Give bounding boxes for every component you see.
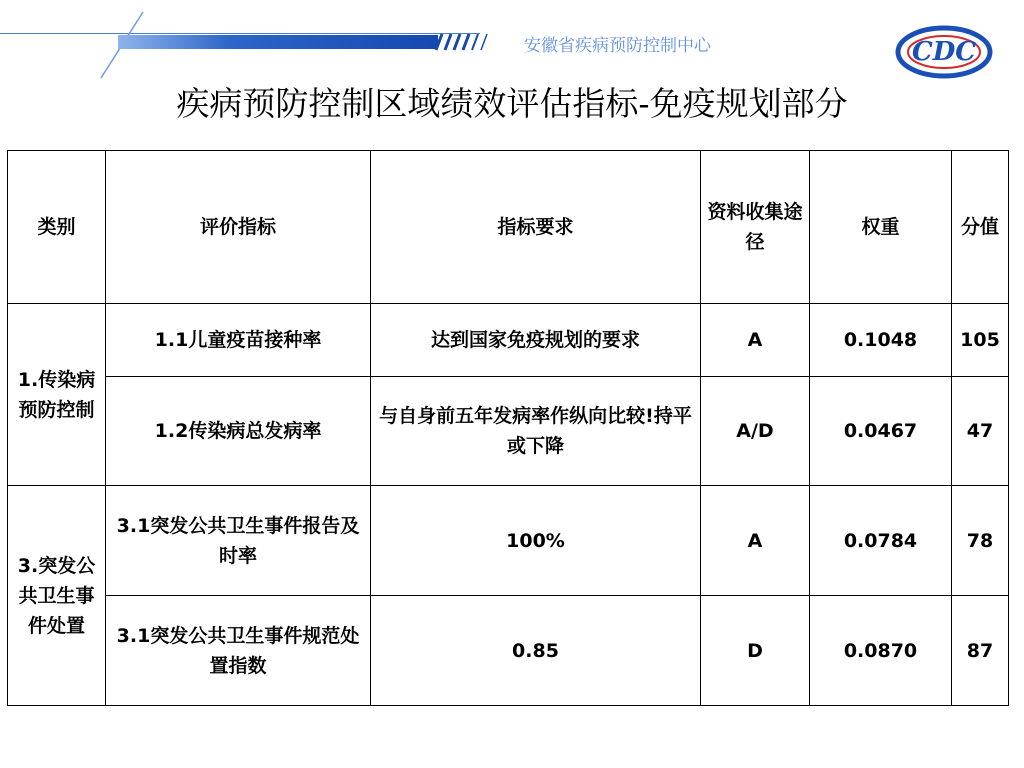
requirement-cell: 0.85: [371, 596, 701, 706]
score-cell: 105: [952, 304, 1009, 377]
requirement-cell: 与自身前五年发病率作纵向比较!持平或下降: [371, 377, 701, 486]
score-cell: 87: [952, 596, 1009, 706]
score-cell: 78: [952, 486, 1009, 596]
indicator-cell: 1.2传染病总发病率: [106, 377, 371, 486]
header-score: 分值: [952, 151, 1009, 304]
weight-cell: 0.0784: [810, 486, 952, 596]
category-cell: 3.突发公共卫生事件处置: [8, 486, 106, 706]
table-header-row: [8, 151, 1009, 304]
header-source: 资料收集途径: [701, 151, 810, 304]
table-row: [8, 486, 1009, 596]
table-row: [8, 596, 1009, 706]
header-indicator: 评价指标: [106, 151, 371, 304]
header-requirement: 指标要求: [371, 151, 701, 304]
requirement-cell: 100%: [371, 486, 701, 596]
source-cell: A: [701, 304, 810, 377]
indicator-cell: 3.1突发公共卫生事件规范处置指数: [106, 596, 371, 706]
requirement-cell: 达到国家免疫规划的要求: [371, 304, 701, 377]
header-weight: 权重: [810, 151, 952, 304]
source-cell: A: [701, 486, 810, 596]
svg-text:CDC: CDC: [912, 37, 976, 67]
header-line: [0, 33, 480, 34]
header-slashes-decoration: [432, 33, 492, 51]
header-bar: [118, 35, 438, 49]
cdc-logo-icon: [893, 20, 995, 82]
indicator-table: [7, 150, 1009, 706]
source-cell: D: [701, 596, 810, 706]
source-cell: A/D: [701, 377, 810, 486]
weight-cell: 0.1048: [810, 304, 952, 377]
score-cell: 47: [952, 377, 1009, 486]
indicator-cell: 3.1突发公共卫生事件报告及时率: [106, 486, 371, 596]
page-title: 疾病预防控制区域绩效评估指标-免疫规划部分: [176, 84, 848, 123]
header-category: 类别: [8, 151, 106, 304]
table-row: [8, 304, 1009, 377]
category-cell: 1.传染病预防控制: [8, 304, 106, 486]
weight-cell: 0.0870: [810, 596, 952, 706]
weight-cell: 0.0467: [810, 377, 952, 486]
organization-name: 安徽省疾病预防控制中心: [524, 36, 711, 56]
table-row: [8, 377, 1009, 486]
indicator-cell: 1.1儿童疫苗接种率: [106, 304, 371, 377]
